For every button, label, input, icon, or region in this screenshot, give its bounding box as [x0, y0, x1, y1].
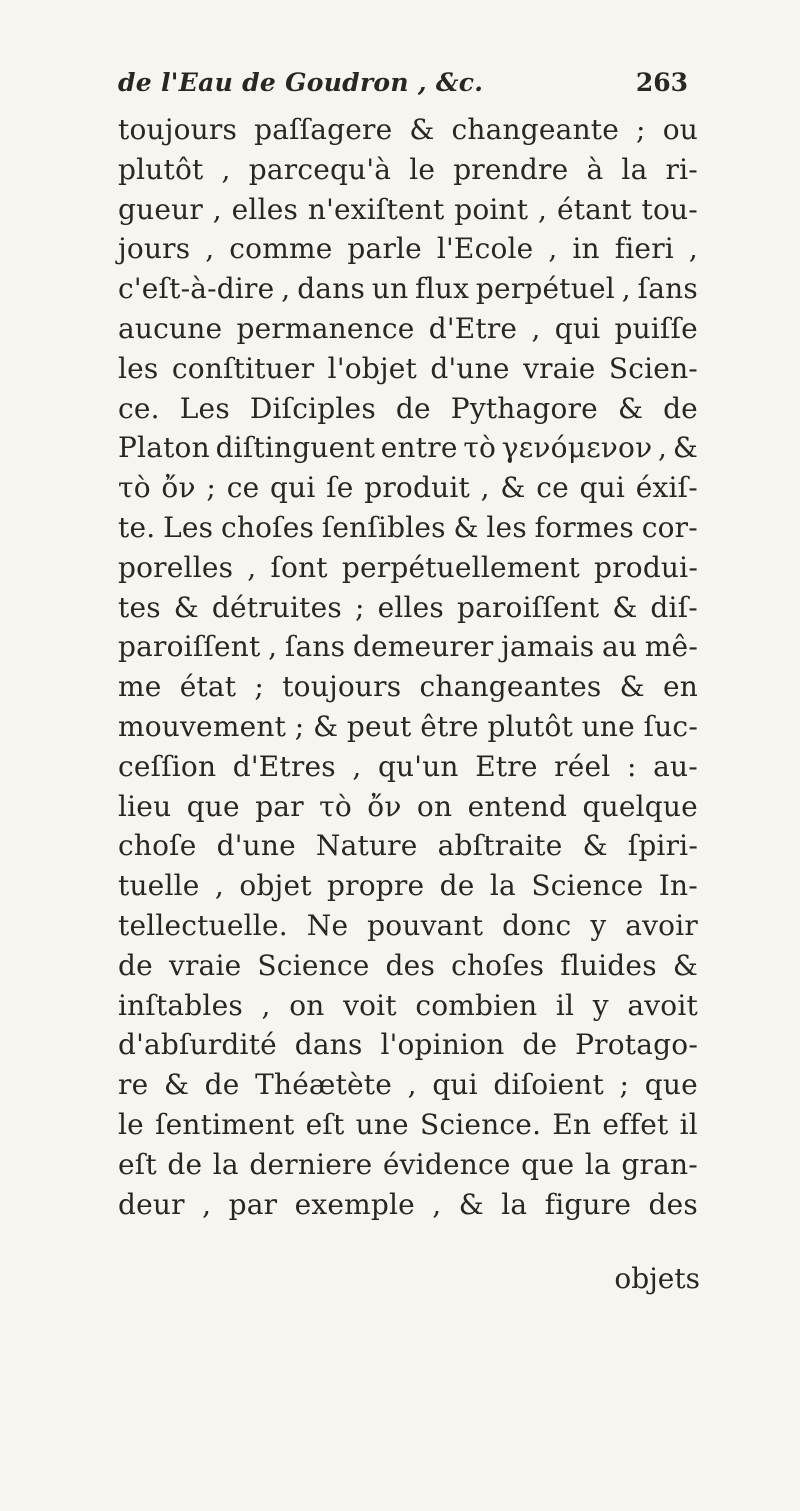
- text-line: jours , comme parle l'Ecole , in fieri ,: [118, 232, 698, 266]
- text-line: me état ; toujours changeantes & en: [118, 670, 698, 704]
- text-line: deur , par exemple , & la figure des: [118, 1187, 698, 1221]
- text-line: tes & détruites ; elles paroiſſent & diſ-: [118, 590, 698, 624]
- text-line: lieu que par τὸ ὄν on entend quelque: [118, 789, 698, 823]
- text-line: inſtables , on voit combien il y avoit: [118, 988, 698, 1022]
- text-line: tellectuelle. Ne pouvant donc y avoir: [118, 908, 698, 942]
- text-line: le ſentiment eſt une Science. En effet il: [118, 1107, 698, 1141]
- page-number: 263: [635, 68, 688, 97]
- text-line: porelles , ſont perpétuellement produi-: [118, 550, 698, 584]
- text-line: Platon diſtinguent entre τὸ γενόμενον , &: [118, 431, 698, 465]
- text-line: eſt de la derniere évidence que la gran-: [118, 1147, 698, 1181]
- text-line: d'abſurdité dans l'opinion de Protago-: [118, 1028, 698, 1062]
- text-line: aucune permanence d'Etre , qui puiſſe: [118, 311, 698, 345]
- body-text: [118, 110, 698, 1224]
- text-line: choſe d'une Nature abſtraite & ſpiri-: [118, 829, 698, 863]
- running-head: de l'Eau de Goudron , &c.: [118, 68, 484, 97]
- text-line: c'eſt-à-dire , dans un flux perpétuel , ſans: [118, 272, 698, 306]
- text-line: ce. Les Diſciples de Pythagore & de: [118, 391, 698, 425]
- text-line: re & de Théætète , qui diſoient ; que: [118, 1068, 698, 1102]
- text-line: paroiſſent , ſans demeurer jamais au mê-: [118, 630, 698, 664]
- text-line: gueur , elles n'exiſtent point , étant tou-: [118, 192, 698, 226]
- page-header: [118, 68, 688, 108]
- text-line: plutôt , parcequ'à le prendre à la ri-: [118, 152, 698, 186]
- text-line: ceſſion d'Etres , qu'un Etre réel : au-: [118, 749, 698, 783]
- text-line: tuelle , objet propre de la Science In-: [118, 869, 698, 903]
- text-line: de vraie Science des choſes fluides &: [118, 948, 698, 982]
- text-line: τὸ ὄν ; ce qui ſe produit , & ce qui éxiſ-: [118, 471, 698, 505]
- catchword: objets: [614, 1262, 700, 1295]
- text-line: te. Les choſes ſenſibles & les formes cor-: [118, 510, 698, 544]
- text-line: les conſtituer l'objet d'une vraie Scien-: [118, 351, 698, 385]
- text-line: toujours paſſagere & changeante ; ou: [118, 113, 698, 146]
- text-line: mouvement ; & peut être plutôt une ſuc-: [118, 709, 698, 743]
